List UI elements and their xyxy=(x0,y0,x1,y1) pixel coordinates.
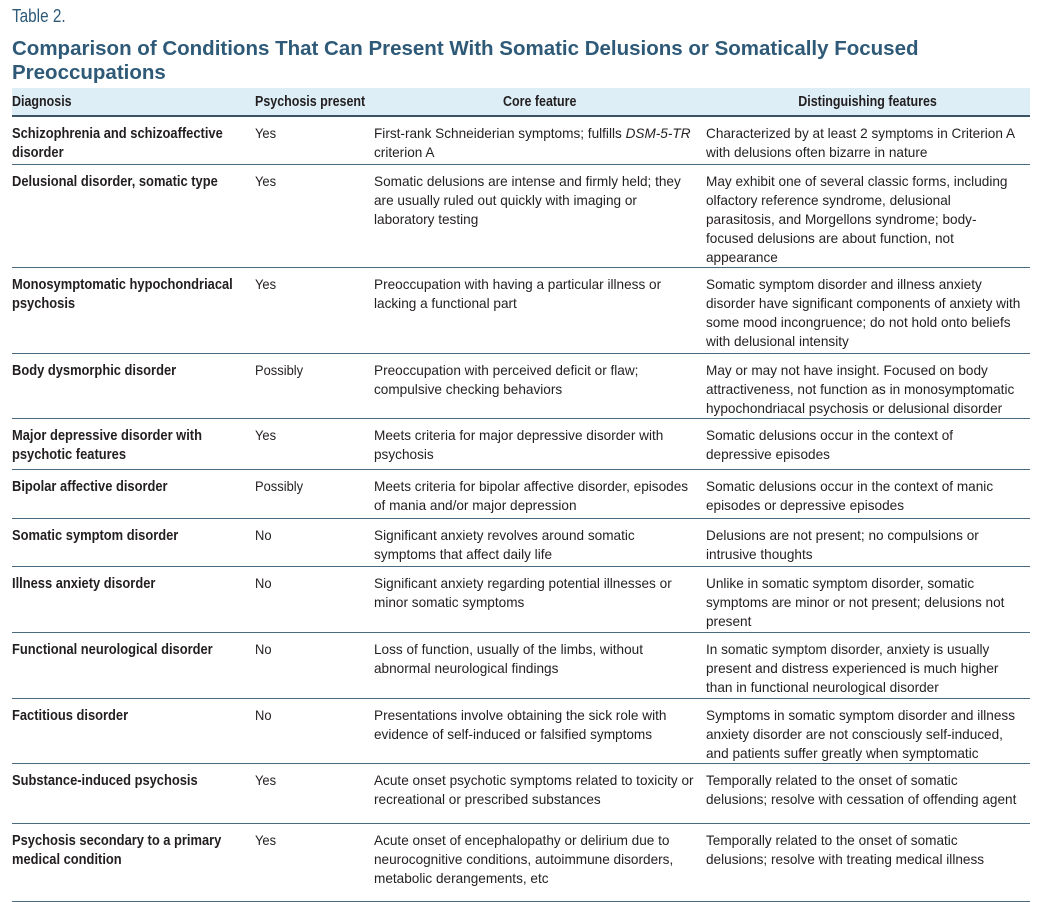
cell-distinguishing-features: Characterized by at least 2 symptoms in Criterion A with delusions often bizarre in nature xyxy=(706,116,1030,164)
cell-distinguishing-features: May or may not have insight. Focused on body attractiveness, not function as in monosymptomatic hypochondriacal psychosis or delusional disorder xyxy=(706,353,1030,418)
cell-diagnosis: Monosymptomatic hypochondriacal psychosis xyxy=(12,267,255,353)
cell-psychosis-present: Yes xyxy=(255,164,374,267)
cell-diagnosis: Schizophrenia and schizoaffective disorder xyxy=(12,116,255,164)
cell-diagnosis: Somatic symptom disorder xyxy=(12,518,255,566)
cell-psychosis-present: Possibly xyxy=(255,469,374,518)
cell-psychosis-present: Yes xyxy=(255,763,374,823)
cell-core-feature: Meets criteria for bipolar affective disorder, episodes of mania and/or major depression xyxy=(374,469,706,518)
cell-core-feature: Somatic delusions are intense and firmly held; they are usually ruled out quickly with imaging or laboratory testing xyxy=(374,164,706,267)
table-row xyxy=(12,823,1030,901)
header-psychosis-present: Psychosis present xyxy=(255,88,374,116)
cell-diagnosis: Psychosis secondary to a primary medical condition xyxy=(12,823,255,901)
table-title: Comparison of Conditions That Can Present With Somatic Delusions or Somatically Focused Preoccupations xyxy=(12,37,919,84)
cell-core-feature: Significant anxiety revolves around somatic symptoms that affect daily life xyxy=(374,518,706,566)
header-core-feature: Core feature xyxy=(374,88,706,116)
table-row xyxy=(12,116,1030,164)
cell-diagnosis: Substance-induced psychosis xyxy=(12,763,255,823)
cell-diagnosis: Illness anxiety disorder xyxy=(12,566,255,632)
cell-core-feature: Preoccupation with perceived deficit or flaw; compulsive checking behaviors xyxy=(374,353,706,418)
cell-distinguishing-features: Delusions are not present; no compulsions or intrusive thoughts xyxy=(706,518,1030,566)
cell-distinguishing-features: May exhibit one of several classic forms, including olfactory reference syndrome, delusional parasitosis, and Morgellons syndrome; body-focused delusions are about function, not appearance xyxy=(706,164,1030,267)
cell-distinguishing-features: Unlike in somatic symptom disorder, somatic symptoms are minor or not present; delusions not present xyxy=(706,566,1030,632)
table-row xyxy=(12,353,1030,418)
table-label: Table 2. xyxy=(12,6,66,26)
cell-core-feature: Acute onset of encephalopathy or delirium due to neurocognitive conditions, autoimmune disorders, metabolic derangements, etc xyxy=(374,823,706,901)
cell-core-feature: Presentations involve obtaining the sick role with evidence of self-induced or falsified symptoms xyxy=(374,698,706,763)
cell-diagnosis: Major depressive disorder with psychotic features xyxy=(12,418,255,469)
cell-core-feature: Significant anxiety regarding potential illnesses or minor somatic symptoms xyxy=(374,566,706,632)
cell-distinguishing-features: Somatic delusions occur in the context of manic episodes or depressive episodes xyxy=(706,469,1030,518)
table-row xyxy=(12,518,1030,566)
cell-distinguishing-features: In somatic symptom disorder, anxiety is usually present and distress experienced is much higher than in functional neurological disorder xyxy=(706,632,1030,698)
cell-psychosis-present: Yes xyxy=(255,267,374,353)
cell-psychosis-present: Possibly xyxy=(255,353,374,418)
table-row xyxy=(12,566,1030,632)
cell-diagnosis: Factitious disorder xyxy=(12,698,255,763)
table-row xyxy=(12,632,1030,698)
cell-core-feature: Acute onset psychotic symptoms related to toxicity or recreational or prescribed substances xyxy=(374,763,706,823)
comparison-table xyxy=(12,88,1030,902)
cell-diagnosis: Functional neurological disorder xyxy=(12,632,255,698)
table-row xyxy=(12,469,1030,518)
cell-distinguishing-features: Somatic symptom disorder and illness anxiety disorder have significant components of anxiety with some mood incongruence; do not hold onto beliefs with delusional intensity xyxy=(706,267,1030,353)
cell-psychosis-present: Yes xyxy=(255,116,374,164)
cell-core-feature: Loss of function, usually of the limbs, without abnormal neurological findings xyxy=(374,632,706,698)
cell-psychosis-present: Yes xyxy=(255,418,374,469)
cell-diagnosis: Bipolar affective disorder xyxy=(12,469,255,518)
header-row xyxy=(12,88,1030,116)
cell-distinguishing-features: Somatic delusions occur in the context of depressive episodes xyxy=(706,418,1030,469)
cell-core-feature: Meets criteria for major depressive disorder with psychosis xyxy=(374,418,706,469)
header-diagnosis: Diagnosis xyxy=(12,88,255,116)
cell-distinguishing-features: Symptoms in somatic symptom disorder and illness anxiety disorder are not consciously self-induced, and patients suffer greatly when symptomatic xyxy=(706,698,1030,763)
table-row xyxy=(12,267,1030,353)
cell-psychosis-present: Yes xyxy=(255,823,374,901)
cell-psychosis-present: No xyxy=(255,518,374,566)
cell-distinguishing-features: Temporally related to the onset of somatic delusions; resolve with cessation of offending agent xyxy=(706,763,1030,823)
cell-core-feature: Preoccupation with having a particular illness or lacking a functional part xyxy=(374,267,706,353)
cell-diagnosis: Delusional disorder, somatic type xyxy=(12,164,255,267)
table-row xyxy=(12,418,1030,469)
table-row xyxy=(12,698,1030,763)
cell-psychosis-present: No xyxy=(255,632,374,698)
cell-distinguishing-features: Temporally related to the onset of somatic delusions; resolve with treating medical illness xyxy=(706,823,1030,901)
table-row xyxy=(12,164,1030,267)
table-row xyxy=(12,763,1030,823)
cell-diagnosis: Body dysmorphic disorder xyxy=(12,353,255,418)
cell-psychosis-present: No xyxy=(255,566,374,632)
cell-psychosis-present: No xyxy=(255,698,374,763)
cell-core-feature: First-rank Schneiderian symptoms; fulfills DSM-5-TR criterion A xyxy=(374,116,706,164)
header-distinguishing-features: Distinguishing features xyxy=(706,88,1030,116)
